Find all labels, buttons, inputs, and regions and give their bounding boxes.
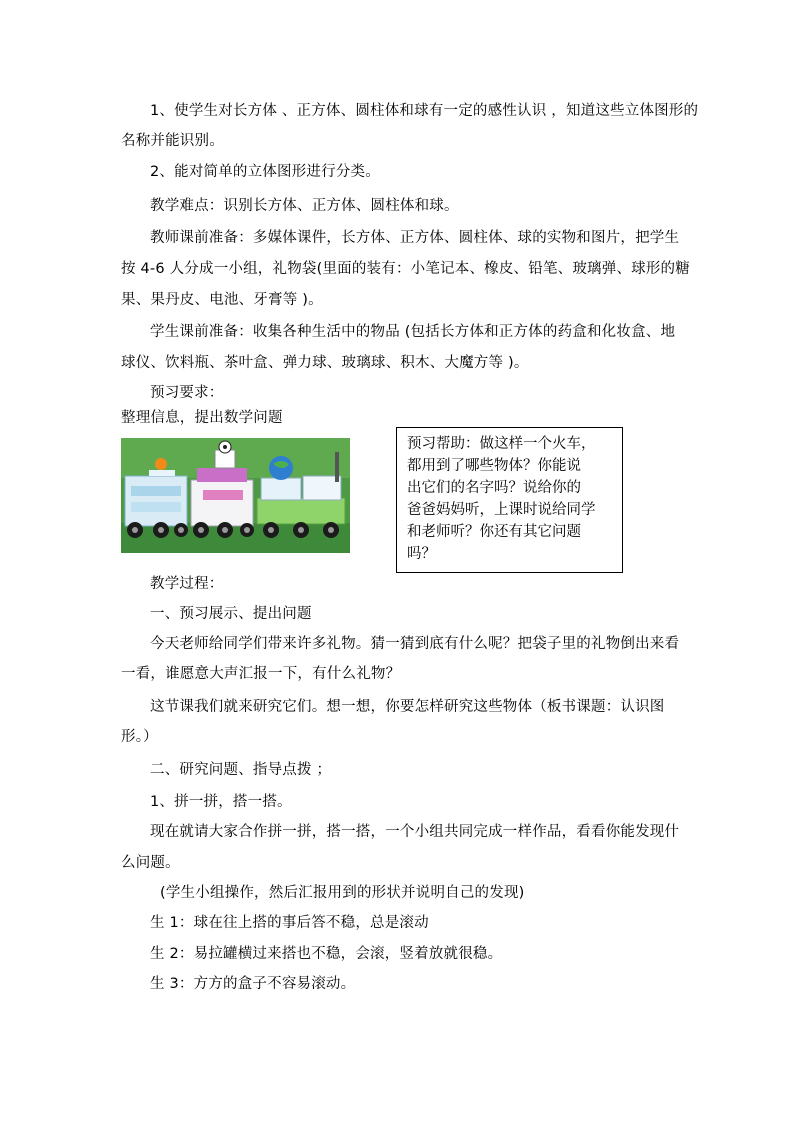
para-3-line-1: 现在就请大家合作拼一拼，搭一搭，一个小组共同完成一样作品，看看你能发现什 — [150, 824, 680, 840]
section-2-title: 二、研究问题、指导点拨 ； — [150, 762, 332, 778]
callout-line-1: 预习帮助：做这样一个火车， — [407, 436, 596, 452]
callout-line-2: 都用到了哪些物体？你能说 — [407, 458, 581, 474]
objective-2: 2、能对简单的立体图形进行分类。 — [150, 164, 380, 180]
student-prep-line-2: 球仪、饮料瓶、茶叶盒、弹力球、玻璃球、积木、大魔方等 )。 — [121, 355, 529, 371]
objective-1-line-1: 1、使学生对长方体 、正方体、圆柱体和球有一定的感性认识 ，知道这些立体图形的 — [150, 103, 699, 119]
toy-train-photo — [121, 438, 350, 553]
teaching-difficulty: 教学难点：识别长方体、正方体、圆柱体和球。 — [150, 198, 459, 214]
preview-heading: 预习要求： — [150, 385, 224, 401]
process-heading: 教学过程： — [150, 576, 224, 592]
teacher-prep-line-1: 教师课前准备：多媒体课件，长方体、正方体、圆柱体、球的实物和图片，把学生 — [150, 230, 680, 246]
student-prep-line-1: 学生课前准备：收集各种生活中的物品 (包括长方体和正方体的药盒和化妆盒、地 — [150, 324, 676, 340]
step-1-title: 1、拼一拼，搭一搭。 — [150, 794, 292, 810]
teacher-prep-line-3: 果、果丹皮、电池、牙膏等 )。 — [121, 292, 323, 308]
callout-line-5: 和老师听？你还有其它问题 — [407, 524, 581, 540]
para-1-line-1: 今天老师给同学们带来许多礼物。猜一猜到底有什么呢？把袋子里的礼物倒出来看 — [150, 636, 680, 652]
para-2-line-1: 这节课我们就来研究它们。想一想，你要怎样研究这些物体（板书课题：认识图 — [150, 699, 665, 715]
teacher-prep-line-2: 按 4-6 人分成一小组，礼物袋(里面的装有：小笔记本、橡皮、铅笔、玻璃弹、球形的糖 — [121, 261, 690, 277]
para-3-line-2: 么问题。 — [121, 855, 180, 871]
toy-train-illustration — [121, 438, 350, 553]
student-1-answer: 生 1：球在往上搭的事后答不稳，总是滚动 — [150, 915, 429, 931]
preview-help-box — [396, 427, 623, 573]
student-3-answer: 生 3：方方的盒子不容易滚动。 — [150, 976, 356, 992]
para-1-line-2: 一看，谁愿意大声汇报一下，有什么礼物？ — [121, 666, 401, 682]
para-2-line-2: 形。） — [121, 729, 158, 745]
objective-1-line-2: 名称并能识别。 — [121, 133, 224, 149]
activity-note: (学生小组操作，然后汇报用到的形状并说明自己的发现) — [160, 885, 525, 901]
callout-line-4: 爸爸妈妈听，上课时说给同学 — [407, 502, 596, 518]
section-1-title: 一、预习展示、提出问题 — [150, 606, 312, 622]
preview-subheading: 整理信息，提出数学问题 — [121, 410, 283, 426]
callout-line-3: 出它们的名字吗？说给你的 — [407, 480, 581, 496]
student-2-answer: 生 2：易拉罐横过来搭也不稳，会滚，竖着放就很稳。 — [150, 946, 503, 962]
callout-line-6: 吗？ — [407, 546, 436, 562]
